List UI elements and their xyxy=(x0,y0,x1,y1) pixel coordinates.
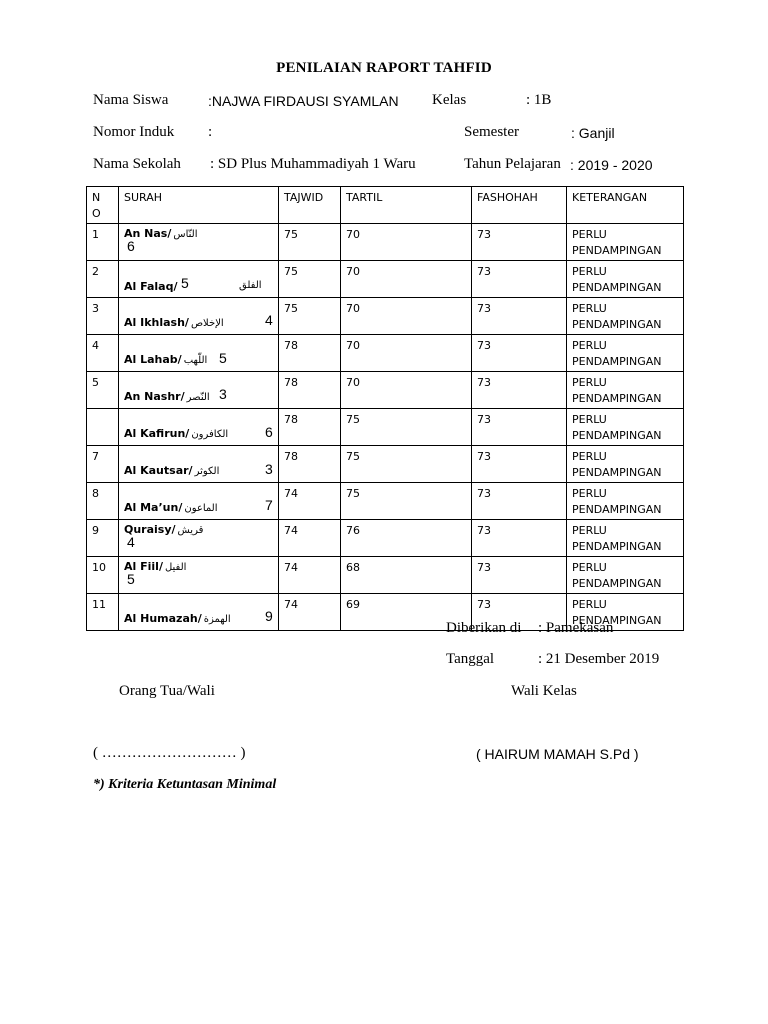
surah-verse-count: 4 xyxy=(127,534,135,550)
semester-label: Semester xyxy=(464,124,519,140)
surah-latin: Al Ikhlash/ xyxy=(124,316,189,329)
score-fashohah: 73 xyxy=(472,261,567,298)
score-tajwid: 78 xyxy=(279,335,341,372)
surah-cell xyxy=(119,409,279,446)
score-tartil: 76 xyxy=(341,520,472,557)
score-tajwid: 75 xyxy=(279,224,341,261)
surah-verse-count: 5 xyxy=(181,275,189,291)
table-row xyxy=(87,261,684,298)
score-tartil: 68 xyxy=(341,557,472,594)
surah-latin: Al Kautsar/ xyxy=(124,464,193,477)
table-row xyxy=(87,335,684,372)
nama-siswa-label: Nama Siswa xyxy=(93,92,169,108)
table-header-row xyxy=(87,187,684,224)
surah-latin: Al Falaq/ xyxy=(124,280,178,293)
table-row xyxy=(87,446,684,483)
row-number: 7 xyxy=(87,446,119,483)
keterangan-cell: PERLU PENDAMPINGAN xyxy=(567,298,684,335)
score-fashohah: 73 xyxy=(472,557,567,594)
score-fashohah: 73 xyxy=(472,483,567,520)
orang-tua-signature: ( ……………………… ) xyxy=(93,745,246,761)
surah-latin: Al Ma’un/ xyxy=(124,501,183,514)
surah-cell xyxy=(119,520,279,557)
surah-name xyxy=(124,279,178,295)
keterangan-cell: PERLU PENDAMPINGAN xyxy=(567,446,684,483)
surah-verse-count: 6 xyxy=(265,424,273,440)
page-title: PENILAIAN RAPORT TAHFID xyxy=(276,60,492,76)
row-number: 11 xyxy=(87,594,119,631)
surah-name xyxy=(124,611,231,628)
surah-verse-count: 3 xyxy=(265,461,273,477)
surah-name xyxy=(124,315,224,332)
header-keterangan: KETERANGAN xyxy=(567,187,684,224)
surah-cell xyxy=(119,224,279,261)
surah-verse-count: 5 xyxy=(219,350,227,366)
surah-name xyxy=(124,463,219,480)
tanggal-label: Tanggal xyxy=(446,651,495,667)
score-tartil: 70 xyxy=(341,335,472,372)
keterangan-cell: PERLU PENDAMPINGAN xyxy=(567,261,684,298)
score-tartil: 75 xyxy=(341,483,472,520)
score-tajwid: 75 xyxy=(279,261,341,298)
score-tartil: 69 xyxy=(341,594,472,631)
score-fashohah: 73 xyxy=(472,409,567,446)
surah-latin: Al Lahab/ xyxy=(124,353,182,366)
table-row xyxy=(87,483,684,520)
score-fashohah: 73 xyxy=(472,594,567,631)
surah-arabic: النّاس xyxy=(173,229,198,240)
header-no: N O xyxy=(87,187,119,224)
surah-arabic: الفيل xyxy=(164,562,187,573)
surah-arabic: الهمزة xyxy=(203,614,231,625)
nama-sekolah-label: Nama Sekolah xyxy=(93,156,181,172)
table-row xyxy=(87,409,684,446)
table-row xyxy=(87,224,684,261)
score-tajwid: 78 xyxy=(279,409,341,446)
keterangan-cell: PERLU PENDAMPINGAN xyxy=(567,483,684,520)
surah-arabic: الكوثر xyxy=(194,466,220,477)
nama-siswa-value: :NAJWA FIRDAUSI SYAMLAN xyxy=(208,93,399,109)
tahun-pelajaran-label: Tahun Pelajaran xyxy=(464,156,561,172)
surah-latin: Al Humazah/ xyxy=(124,612,202,625)
surah-latin: Quraisy/ xyxy=(124,523,176,536)
table-row xyxy=(87,298,684,335)
row-number: 9 xyxy=(87,520,119,557)
surah-cell xyxy=(119,446,279,483)
keterangan-cell: PERLU PENDAMPINGAN xyxy=(567,594,684,631)
surah-arabic: النّصر xyxy=(186,392,210,403)
criteria-note: *) Kriteria Ketuntasan Minimal xyxy=(93,777,277,792)
surah-verse-count: 4 xyxy=(265,312,273,328)
surah-name xyxy=(124,500,217,517)
surah-verse-count: 9 xyxy=(265,608,273,624)
score-fashohah: 73 xyxy=(472,520,567,557)
surah-cell xyxy=(119,261,279,298)
row-number: 5 xyxy=(87,372,119,409)
header-tajwid: TAJWID xyxy=(279,187,341,224)
surah-arabic: الإخلاص xyxy=(190,318,224,329)
score-tartil: 75 xyxy=(341,409,472,446)
surah-name xyxy=(124,389,210,406)
score-tajwid: 74 xyxy=(279,557,341,594)
surah-latin: Al Fiil/ xyxy=(124,560,163,573)
score-tartil: 70 xyxy=(341,224,472,261)
score-fashohah: 73 xyxy=(472,224,567,261)
surah-verse-count: 7 xyxy=(265,497,273,513)
surah-arabic: قريش xyxy=(177,525,204,536)
surah-latin: An Nas/ xyxy=(124,227,172,240)
score-tajwid: 74 xyxy=(279,483,341,520)
keterangan-cell: PERLU PENDAMPINGAN xyxy=(567,557,684,594)
kelas-label: Kelas xyxy=(432,92,467,108)
row-number: 8 xyxy=(87,483,119,520)
wali-kelas-signature: ( HAIRUM MAMAH S.Pd ) xyxy=(476,746,639,762)
surah-cell xyxy=(119,335,279,372)
score-fashohah: 73 xyxy=(472,335,567,372)
surah-cell xyxy=(119,372,279,409)
table-row xyxy=(87,520,684,557)
nama-sekolah-value: : SD Plus Muhammadiyah 1 Waru xyxy=(210,156,416,172)
grades-table xyxy=(86,186,684,631)
row-number: 2 xyxy=(87,261,119,298)
score-tajwid: 74 xyxy=(279,594,341,631)
row-number: 1 xyxy=(87,224,119,261)
kelas-value: : 1B xyxy=(526,92,552,108)
keterangan-cell: PERLU PENDAMPINGAN xyxy=(567,520,684,557)
surah-verse-count: 5 xyxy=(127,571,135,587)
surah-arabic: اللّهب xyxy=(183,355,208,366)
score-fashohah: 73 xyxy=(472,372,567,409)
header-surah: SURAH xyxy=(119,187,279,224)
keterangan-cell: PERLU PENDAMPINGAN xyxy=(567,372,684,409)
header-fashohah: FASHOHAH xyxy=(472,187,567,224)
surah-arabic: الفلق xyxy=(239,280,262,291)
score-tajwid: 75 xyxy=(279,298,341,335)
diberikan-value: : Pamekasan xyxy=(538,620,614,636)
row-number xyxy=(87,409,119,446)
surah-verse-count: 3 xyxy=(219,386,227,402)
surah-cell xyxy=(119,483,279,520)
header-tartil: TARTIL xyxy=(341,187,472,224)
score-fashohah: 73 xyxy=(472,446,567,483)
row-number: 4 xyxy=(87,335,119,372)
nomor-induk-value: : xyxy=(208,124,213,140)
surah-latin: An Nashr/ xyxy=(124,390,185,403)
row-number: 3 xyxy=(87,298,119,335)
wali-kelas-label: Wali Kelas xyxy=(511,683,577,699)
surah-cell xyxy=(119,557,279,594)
keterangan-cell: PERLU PENDAMPINGAN xyxy=(567,409,684,446)
table-row xyxy=(87,372,684,409)
nomor-induk-label: Nomor Induk xyxy=(93,124,175,140)
semester-value: : Ganjil xyxy=(571,125,615,141)
score-tajwid: 78 xyxy=(279,372,341,409)
surah-latin: Al Kafirun/ xyxy=(124,427,190,440)
score-tartil: 70 xyxy=(341,298,472,335)
score-fashohah: 73 xyxy=(472,298,567,335)
tanggal-value: : 21 Desember 2019 xyxy=(538,651,660,667)
score-tajwid: 74 xyxy=(279,520,341,557)
diberikan-label: Diberikan di xyxy=(446,620,522,636)
score-tartil: 70 xyxy=(341,372,472,409)
surah-cell xyxy=(119,594,279,631)
score-tajwid: 78 xyxy=(279,446,341,483)
keterangan-cell: PERLU PENDAMPINGAN xyxy=(567,224,684,261)
surah-name xyxy=(124,426,228,443)
orang-tua-label: Orang Tua/Wali xyxy=(119,683,215,699)
keterangan-cell: PERLU PENDAMPINGAN xyxy=(567,335,684,372)
surah-arabic: الكافرون xyxy=(191,429,229,440)
surah-arabic: الماعون xyxy=(184,503,218,514)
tahun-pelajaran-value: : 2019 - 2020 xyxy=(570,157,653,173)
score-tartil: 75 xyxy=(341,446,472,483)
surah-name xyxy=(124,226,197,243)
score-tartil: 70 xyxy=(341,261,472,298)
surah-name xyxy=(124,352,207,369)
surah-cell xyxy=(119,298,279,335)
surah-verse-count: 6 xyxy=(127,238,135,254)
table-row xyxy=(87,557,684,594)
row-number: 10 xyxy=(87,557,119,594)
surah-name xyxy=(124,522,203,539)
